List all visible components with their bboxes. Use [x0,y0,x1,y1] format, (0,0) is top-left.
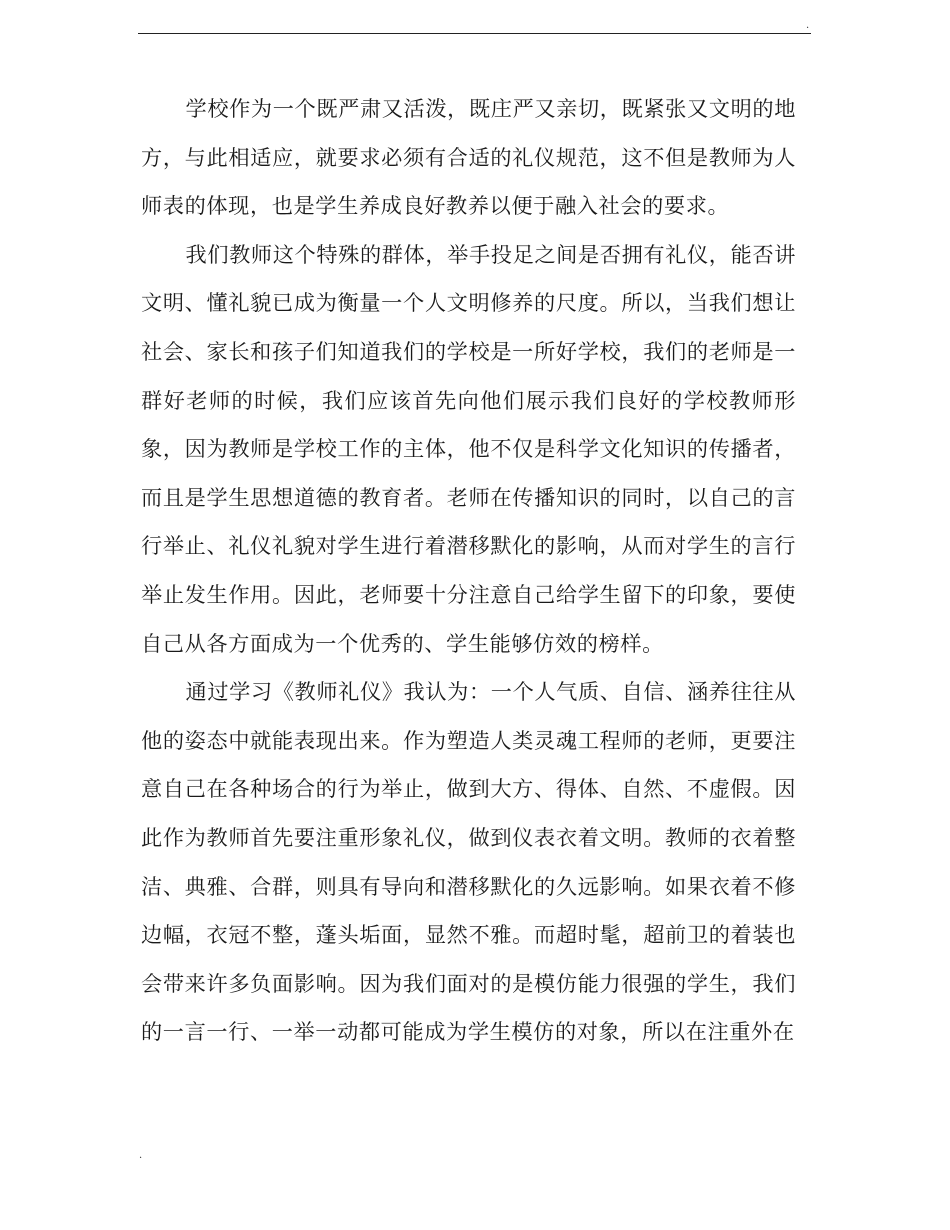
header-mark: . [806,20,810,31]
header-rule [138,33,811,34]
paragraph: 我们教师这个特殊的群体，举手投足之间是否拥有礼仪，能否讲文明、懂礼貌已成为衡量一个人文明修养的尺度。所以，当我们想让社会、家长和孩子们知道我们的学校是一所好学校，我们的老师是一群好老师的时候，我们应该首先向他们展示我们良好的学校教师形象，因为教师是学校工作的主体，他不仅是科学文化知识的传播者，而且是学生思想道德的教育者。老师在传播知识的同时，以自己的言行举止、礼仪礼貌对学生进行着潜移默化的影响，从而对学生的言行举止发生作用。因此，老师要十分注意自己给学生留下的印象，要使自己从各方面成为一个优秀的、学生能够仿效的榜样。 [141,241,796,656]
paragraph: 学校作为一个既严肃又活泼，既庄严又亲切，既紧张又文明的地方，与此相适应，就要求必须有合适的礼仪规范，这不但是教师为人师表的体现，也是学生养成良好教养以便于融入社会的要求。 [141,96,796,219]
footer-mark: . [139,1150,143,1161]
paragraph: 通过学习《教师礼仪》我认为：一个人气质、自信、涵养往往从他的姿态中就能表现出来。作为塑造人类灵魂工程师的老师，更要注意自己在各种场合的行为举止，做到大方、得体、自然、不虚假。因此作为教师首先要注重形象礼仪，做到仪表衣着文明。教师的衣着整洁、典雅、合群，则具有导向和潜移默化的久远影响。如果衣着不修边幅，衣冠不整，蓬头垢面，显然不雅。而超时髦，超前卫的着装也会带来许多负面影响。因为我们面对的是模仿能力很强的学生，我们的一言一行、一举一动都可能成为学生模仿的对象，所以在注重外在 [141,679,796,1045]
body-text [141,85,796,1057]
